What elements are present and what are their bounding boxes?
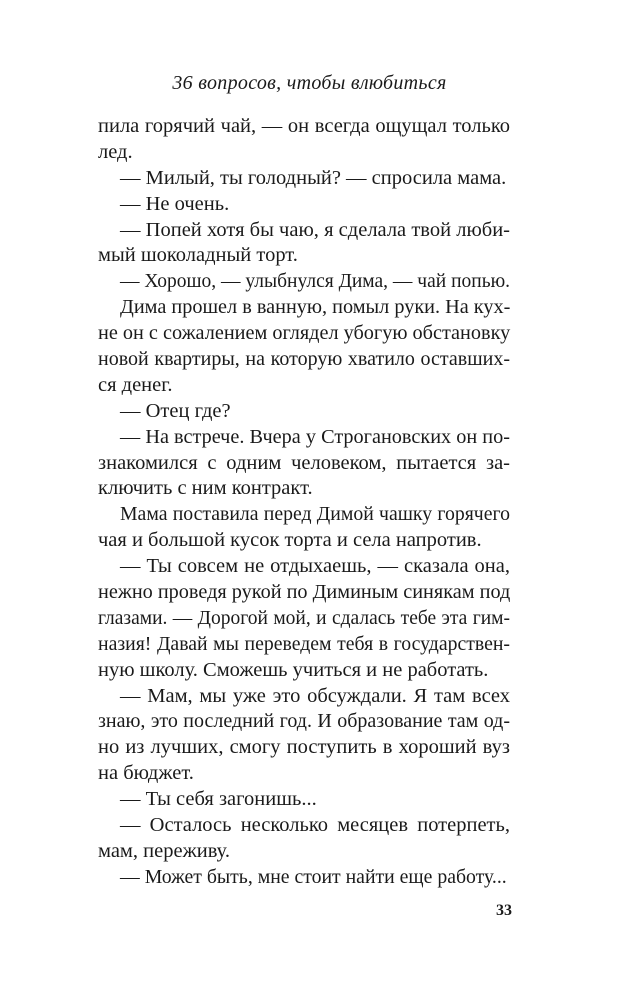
text-line: — Ты совсем не отдыхаешь, — сказала она,: [120, 555, 510, 578]
text-line: — Милый, ты голодный? — спросила мама.: [120, 166, 507, 189]
text-line: ную школу. Сможешь учиться и не работать.: [98, 658, 489, 681]
text-line: ключить с ним контракт.: [98, 477, 313, 500]
text-line: мам, переживу.: [98, 839, 231, 862]
text-line: глазами. — Дорогой мой, и сдалась тебе эта гим-: [98, 607, 510, 629]
page-number: 33: [496, 902, 512, 919]
text-line: — Хорошо, — улыбнулся Дима, — чай попью.: [120, 271, 511, 293]
text-line: — Не очень.: [120, 192, 230, 215]
text-line: — Ты себя загонишь...: [120, 788, 317, 811]
text-line: новой квартиры, на которую хватило оставших-: [98, 348, 510, 371]
text-line: — Отец где?: [120, 399, 231, 422]
text-line: ся денег.: [98, 373, 173, 396]
text-line: назия! Давай мы переведем тебя в государствен-: [98, 632, 510, 655]
text-line: — Мам, мы уже это обсуждали. Я там всех: [120, 684, 510, 707]
text-line: Дима прошел в ванную, помыл руки. На кух-: [120, 296, 511, 319]
text-line: знаю, это последний год. И образование там од-: [98, 710, 510, 733]
text-line: знакомился с одним человеком, пытается за-: [98, 451, 510, 474]
running-header: 36 вопросов, чтобы влюбиться: [172, 72, 447, 94]
body-text: [98, 114, 510, 891]
text-line: — Осталось несколько месяцев потерпеть,: [120, 814, 510, 837]
text-line: — На встрече. Вчера у Строгановских он по-: [120, 425, 510, 448]
text-line: но из лучших, смогу поступить в хороший вуз: [98, 736, 510, 759]
text-line: на бюджет.: [98, 762, 194, 785]
text-line: лед.: [98, 140, 133, 163]
text-line: нежно проведя рукой по Диминым синякам под: [98, 581, 511, 604]
text-line: пила горячий чай, — он всегда ощущал только: [98, 115, 510, 137]
text-line: чая и большой кусок торта и села напротив.: [98, 529, 482, 552]
text-line: Мама поставила перед Димой чашку горячего: [120, 503, 510, 526]
text-line: не он с сожалением оглядел убогую обстановку: [98, 322, 511, 345]
text-line: — Попей хотя бы чаю, я сделала твой люби-: [120, 218, 510, 241]
text-line: мый шоколадный торт.: [98, 244, 298, 267]
text-line: — Может быть, мне стоит найти еще работу...: [120, 865, 507, 888]
